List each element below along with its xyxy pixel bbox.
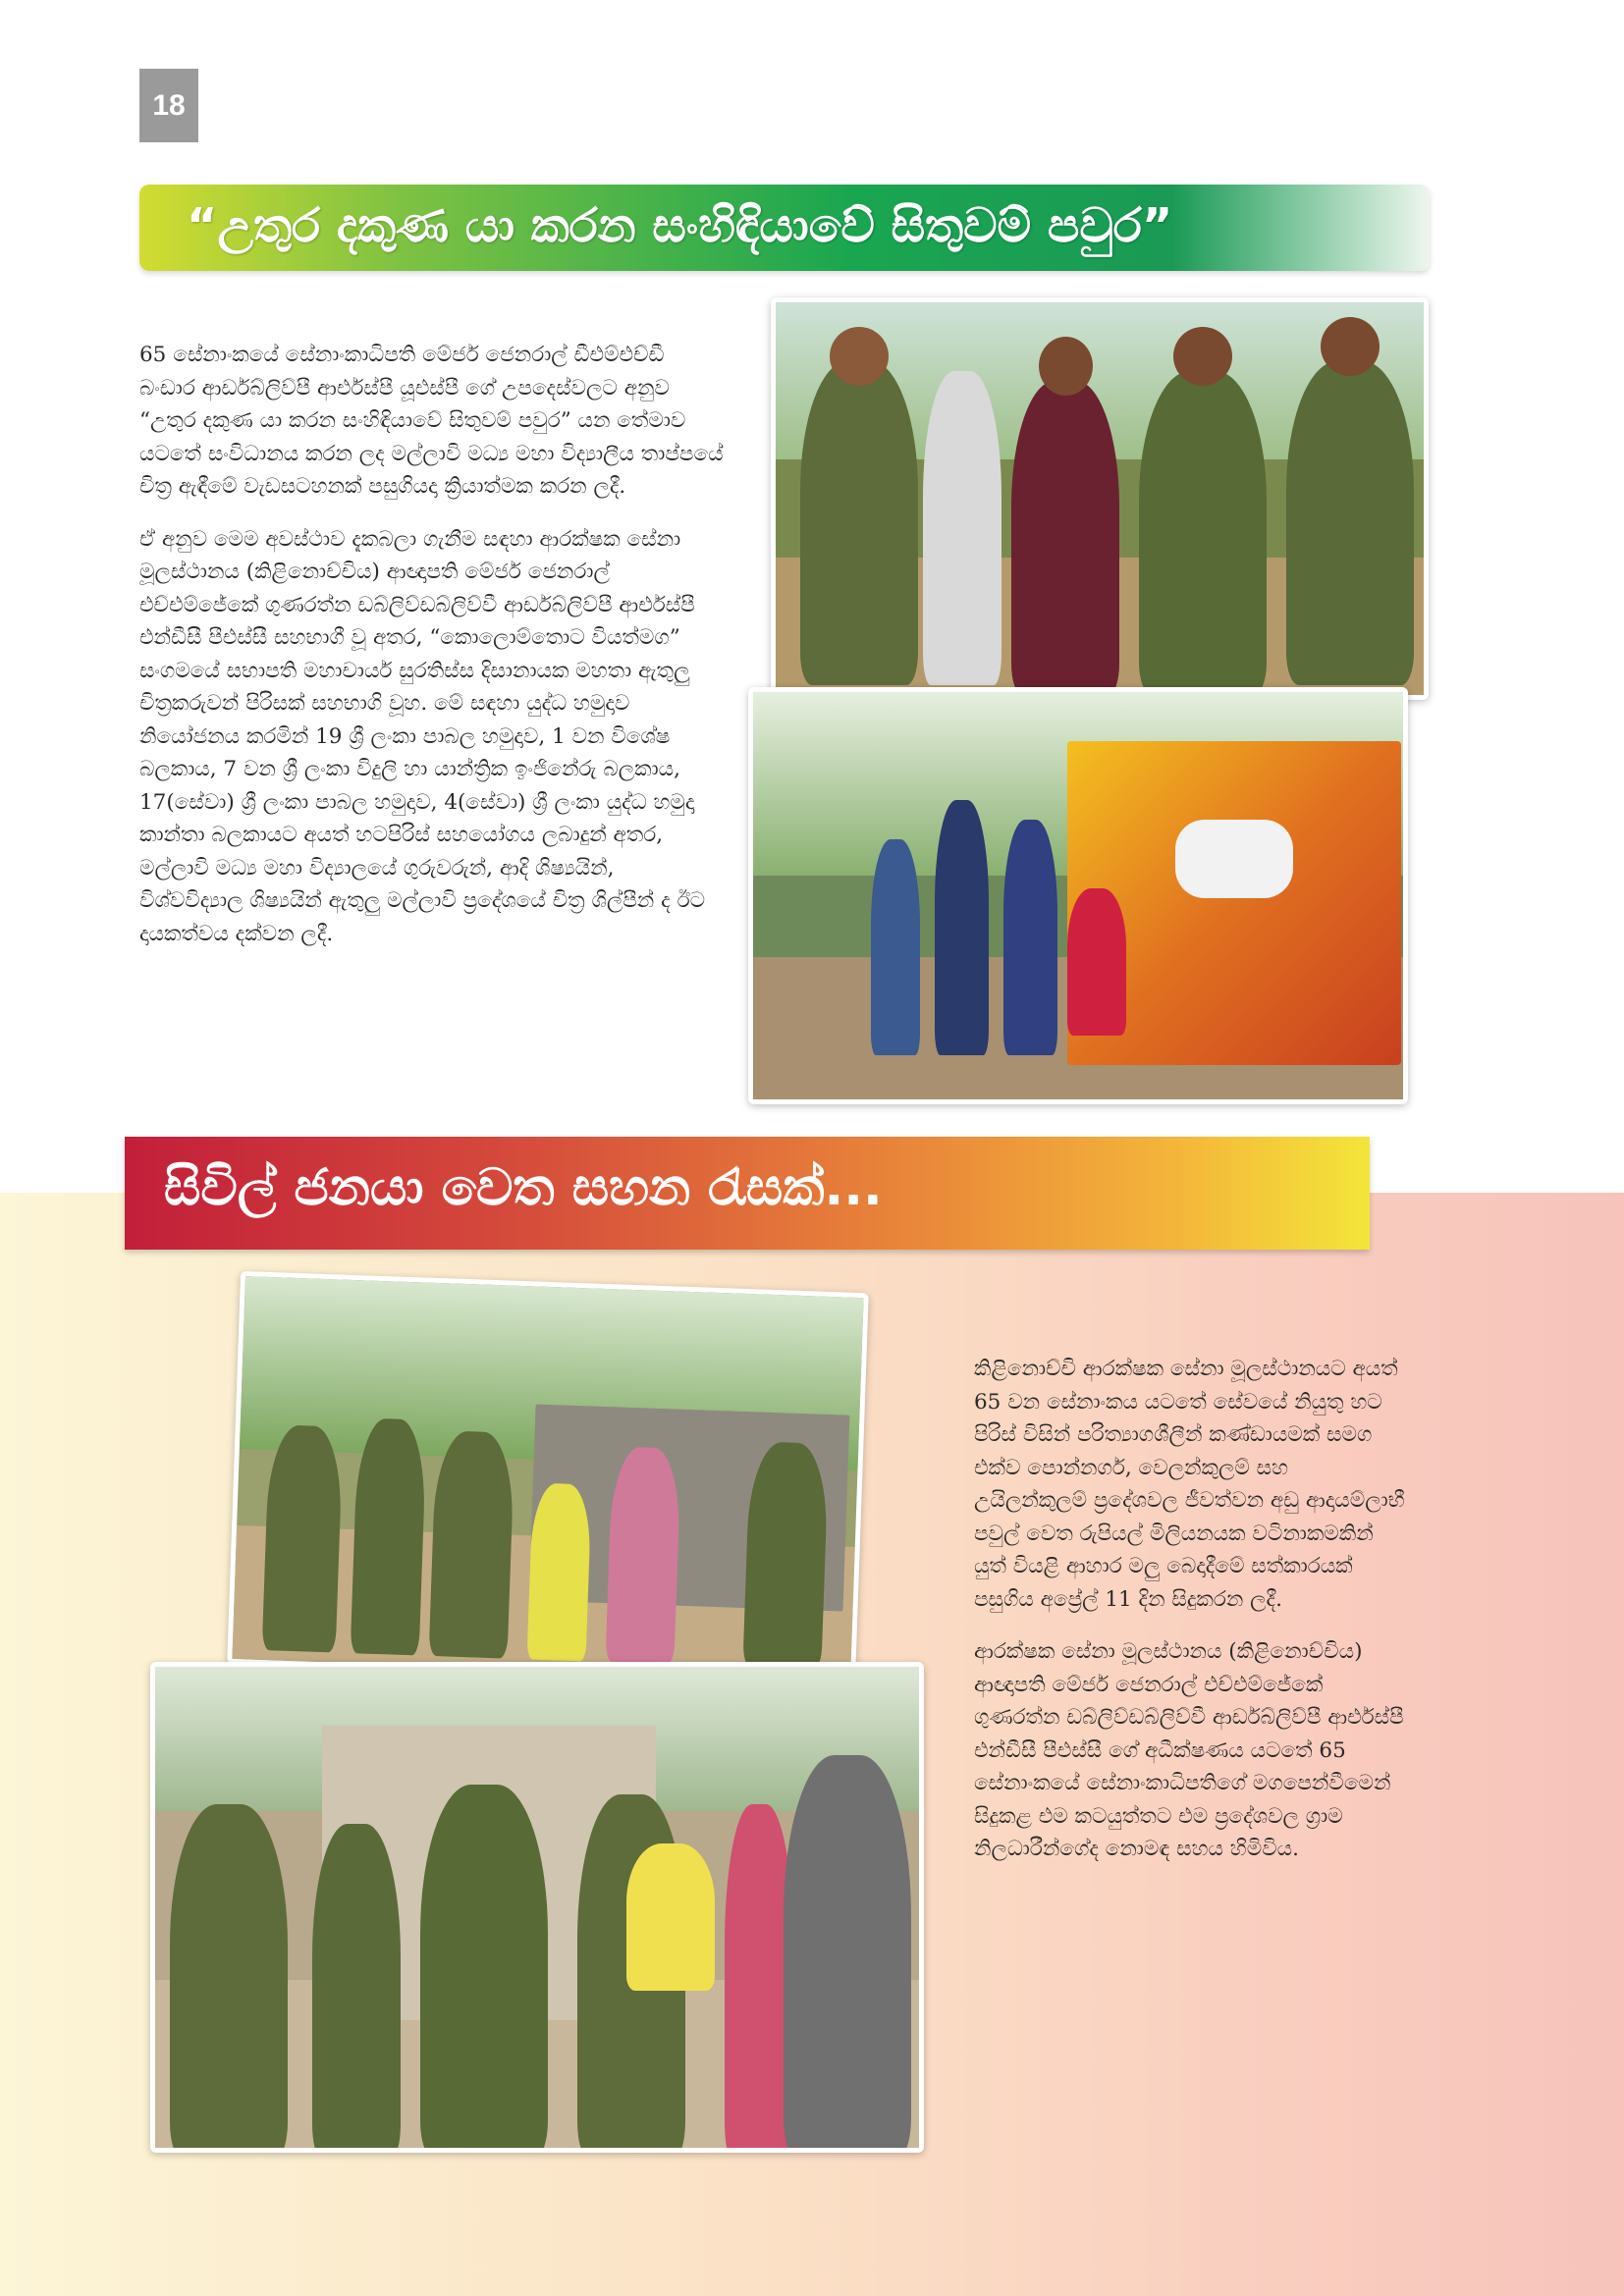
article1-body bbox=[139, 339, 724, 970]
article1-paragraph-1: 65 සේනාංකයේ සේනාංකාධිපති මේජර් ජෙනරාල් ඩීඑම්එච්ඩී බංඩාර ආර්ඩබ්ලිව්පී ආර්එස්පී යූඑස්පී ගේ උපදෙස්වලට අනුව “උතුර දකුණ යා කරන සංහිඳියාවේ සිතුවම් පවුර” යන තේමාව යටතේ සංවිධානය කරන ලද මල්ලාවි මධ්‍ය මහා විද්‍යාලීය තාප්පයේ චිත්‍ර ඇඳීමේ වැඩසටහනක් පසුගියදා ක්‍රියාත්මක කරන ලදී. bbox=[139, 343, 724, 499]
article1-banner bbox=[139, 185, 1430, 271]
page-number: 18 bbox=[139, 69, 198, 142]
article1-title: “උතුර දකුණ යා කරන සංහිඳියාවේ සිතුවම් පවුර” bbox=[187, 198, 1173, 253]
photo-soldiers-handshake bbox=[771, 297, 1429, 700]
article2-paragraph-1: කිළිනොච්චි ආරක්ෂක සේනා මූලස්ථානයට අයත් 65 වන සේනාංකය යටතේ සේවයේ නියුතු හට පිරිස් විසින් පරිත්‍යාගශීලීන් කණ්ඩායමක් සමග එක්ව පොන්නගර්, වෙලන්කුලම් සහ උයිලන්කුලම් ප්‍රදේශවල ජීවත්වන අඩු ආදායම්ලාභී පවුල් වෙත රුපියල් මිලියනයක වටිනාකමකින් යුත් වියළි ආහාර මලු බෙදාදීමේ සත්කාරයක් පසුගිය අප්‍රේල් 11 දින සිදුකරන ලදී. bbox=[974, 1357, 1405, 1612]
article2-banner bbox=[125, 1137, 1370, 1250]
photo-wall-painting bbox=[748, 687, 1408, 1104]
article2-body bbox=[974, 1353, 1406, 1886]
article2-title: සිවිල් ජනයා වෙත සහන රැසක්... bbox=[164, 1158, 883, 1217]
photo-soldiers-village bbox=[227, 1271, 869, 1685]
photo-food-distribution bbox=[150, 1662, 924, 2153]
article2-paragraph-2: ආරක්ෂක සේනා මූලස්ථානය (කිළිනොච්චිය) ආඥාපති මේජර් ජෙනරාල් එච්එම්ජේකේ ගුණරත්න ඩබ්ලිව්ඩබ්ලිව්වී ආර්ඩබ්ලිව්පී ආර්එස්පී එන්ඩීසී පීඑස්සී ගේ අධීක්ෂණය යටතේ 65 සේනාංකයේ සේනාංකාධිපතිගේ මගපෙන්වීමෙන් සිදුකළ එම කටයුත්තට එම ප්‍රදේශවල ග්‍රාම නිලධාරීන්ගේද නොමඳ සහය හිමිවිය. bbox=[974, 1639, 1404, 1861]
article1-paragraph-2: ඒ අනුව මෙම අවස්ථාව දැකබලා ගැනීම සඳහා ආරක්ෂක සේනා මූලස්ථානය (කිළිනොච්චිය) ආඥාපති මේජර් ජෙනරාල් එච්එම්ජේකේ ගුණරත්න ඩබ්ලිව්ඩබ්ලිව්වී ආර්ඩබ්ලිව්පී ආර්එස්පී එන්ඩීසී පීඑස්සී සහභාගී වූ අතර, “කොලොම්තොට වියත්මග” සංගමයේ සභාපති මහාචාර්ය සුරතිස්ස දිසානායක මහතා ඇතුලු චිත්‍රකරුවන් පිරිසක් සහභාගි වූහ. මේ සඳහා යුද්ධ හමුදාව නියෝජනය කරමින් 19 ශ්‍රී ලංකා පාබල හමුදාව, 1 වන විශේෂ බලකාය, 7 වන ශ්‍රී ලංකා විදුලි හා යාන්ත්‍රික ඉංජිනේරු බලකාය, 17(සේවා) ශ්‍රී ලංකා පාබල හමුදාව, 4(සේවා) ශ්‍රී ලංකා යුද්ධ හමුදා කාන්තා බලකායට අයත් හටපිරිස් සහයෝගය ලබාදුන් අතර, මල්ලාවි මධ්‍ය මහා විද්‍යාලයේ ගුරුවරුන්, ආදි ශිෂ්‍යයින්, විශ්වවිද්‍යාල ශිෂ්‍යයින් ඇතුලු මල්ලාවි ප්‍රදේශයේ චිත්‍ර ශිල්පීන් ද ඊට දායකත්වය දක්වන ලදී. bbox=[139, 526, 706, 946]
